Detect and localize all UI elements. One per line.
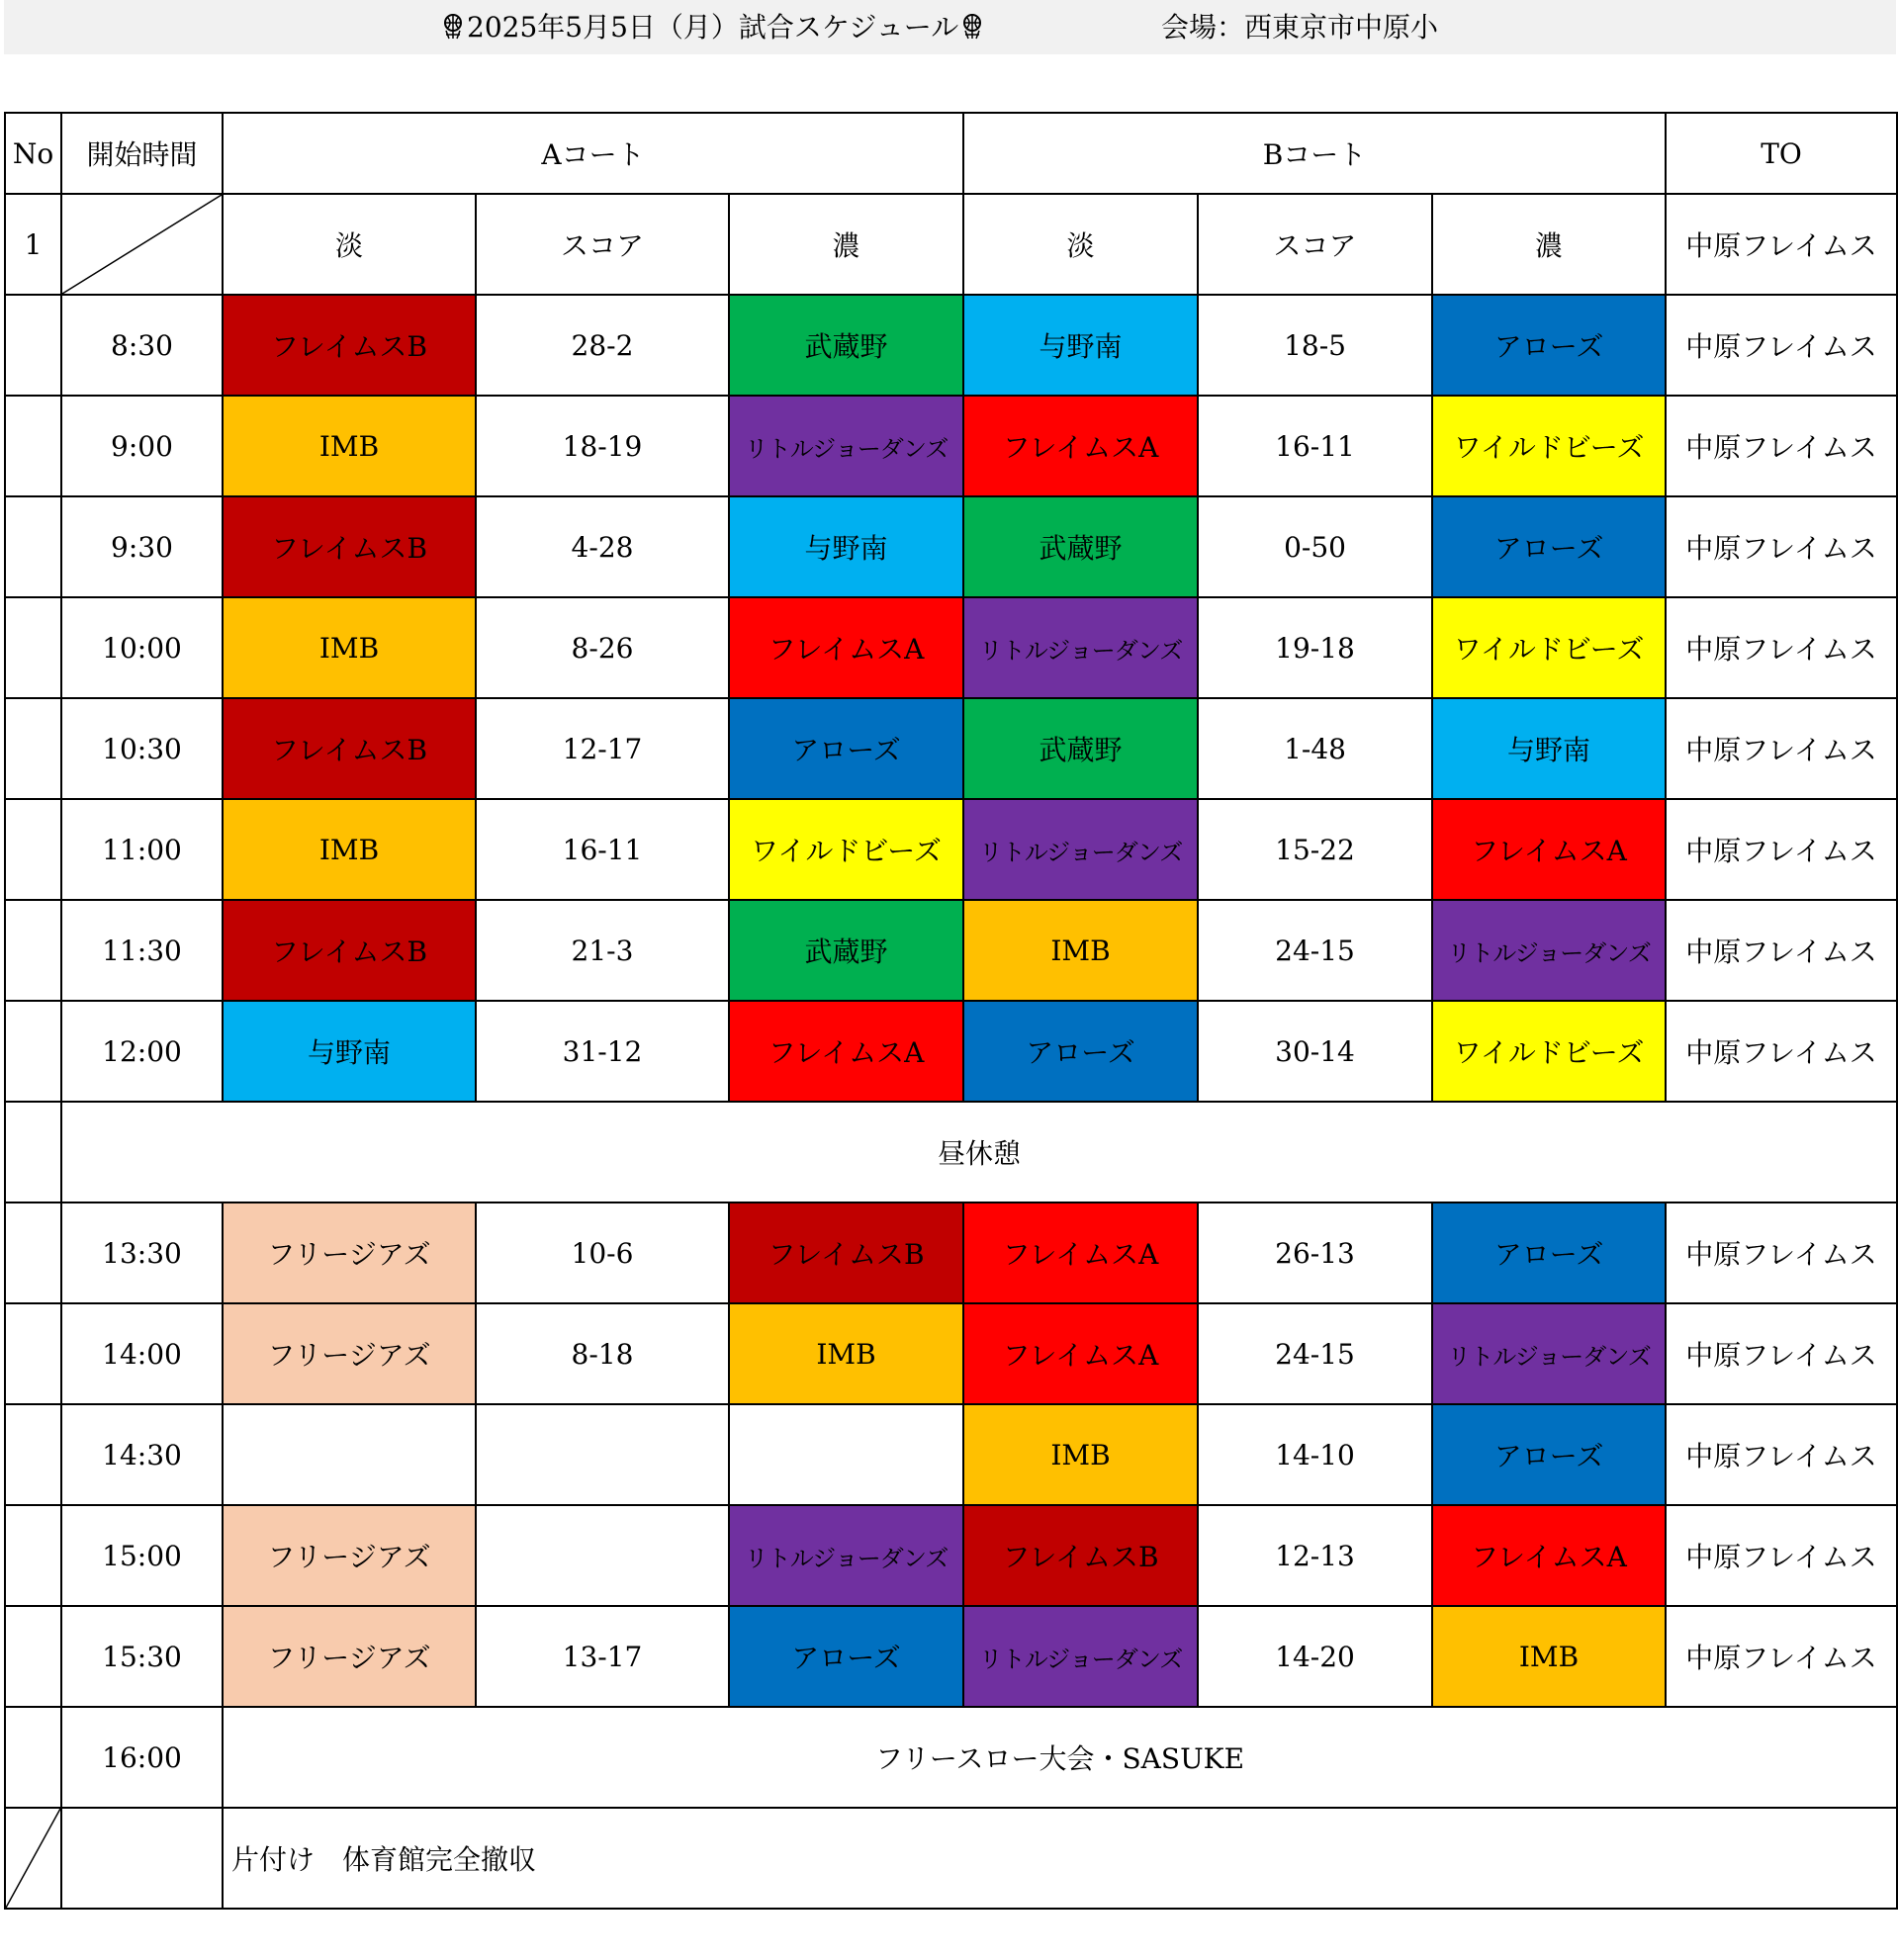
diagonal-cell (61, 194, 223, 295)
row-number (5, 1102, 61, 1203)
row-number (5, 1505, 61, 1606)
to-team: 中原フレイムス (1666, 1505, 1897, 1606)
diagonal-cell (5, 1808, 61, 1909)
court-b-score: 14-20 (1198, 1606, 1432, 1707)
court-b-light-team: 武蔵野 (963, 698, 1198, 799)
court-b-score: 15-22 (1198, 799, 1432, 900)
row-number (5, 1404, 61, 1505)
to-team: 中原フレイムス (1666, 1404, 1897, 1505)
court-b-light-team: リトルジョーダンズ (963, 799, 1198, 900)
court-a-score: 10-6 (476, 1203, 729, 1303)
court-a-score-header: スコア (476, 194, 729, 295)
event-time: 16:00 (61, 1707, 223, 1808)
event-row (5, 1707, 1897, 1808)
table-row (5, 698, 1897, 799)
court-b-score: 1-48 (1198, 698, 1432, 799)
court-b-dark-team: アローズ (1432, 1404, 1666, 1505)
court-a-header: Aコート (223, 113, 963, 194)
court-a-score: 4-28 (476, 496, 729, 597)
court-b-light-header: 淡 (963, 194, 1198, 295)
row-number (5, 698, 61, 799)
court-b-light-team: フレイムスB (963, 1505, 1198, 1606)
court-a-dark-team: フレイムスB (729, 1203, 963, 1303)
basketball-icon (960, 14, 984, 46)
court-a-score: 8-26 (476, 597, 729, 698)
basketball-icon (441, 14, 465, 46)
court-b-score: 24-15 (1198, 1303, 1432, 1404)
court-b-score: 18-5 (1198, 295, 1432, 396)
court-a-light-team: フリージアズ (223, 1606, 476, 1707)
row-number (5, 295, 61, 396)
court-b-score: 12-13 (1198, 1505, 1432, 1606)
court-a-light-team (223, 1404, 476, 1505)
court-b-light-team: IMB (963, 1404, 1198, 1505)
court-b-light-team: 武蔵野 (963, 496, 1198, 597)
court-a-dark-team: フレイムスA (729, 1001, 963, 1102)
court-b-dark-team: ワイルドビーズ (1432, 396, 1666, 496)
table-row (5, 1606, 1897, 1707)
title-bar (4, 0, 1896, 54)
to-team: 中原フレイムス (1666, 698, 1897, 799)
row-number (5, 1001, 61, 1102)
table-row (5, 396, 1897, 496)
court-b-light-team: 与野南 (963, 295, 1198, 396)
court-a-score: 28-2 (476, 295, 729, 396)
court-a-light-team: フレイムスB (223, 295, 476, 396)
row-number: 1 (5, 194, 61, 295)
court-a-dark-header: 濃 (729, 194, 963, 295)
court-b-score: 19-18 (1198, 597, 1432, 698)
start-time: 9:30 (61, 496, 223, 597)
to-team: 中原フレイムス (1666, 1203, 1897, 1303)
row-number (5, 1606, 61, 1707)
court-a-dark-team: リトルジョーダンズ (729, 396, 963, 496)
court-b-score-header: スコア (1198, 194, 1432, 295)
court-b-light-team: リトルジョーダンズ (963, 597, 1198, 698)
court-b-score: 14-10 (1198, 1404, 1432, 1505)
court-b-dark-team: リトルジョーダンズ (1432, 1303, 1666, 1404)
court-b-score: 16-11 (1198, 396, 1432, 496)
row-number (5, 396, 61, 496)
to-team: 中原フレイムス (1666, 799, 1897, 900)
start-time: 9:00 (61, 396, 223, 496)
court-a-light-team: 与野南 (223, 1001, 476, 1102)
court-b-score: 0-50 (1198, 496, 1432, 597)
court-b-score: 24-15 (1198, 900, 1432, 1001)
court-a-dark-team: フレイムスA (729, 597, 963, 698)
start-time: 10:30 (61, 698, 223, 799)
start-time: 10:00 (61, 597, 223, 698)
venue-label: 会場：西東京市中原小 (1161, 11, 1439, 44)
court-b-header: Bコート (963, 113, 1666, 194)
to-team: 中原フレイムス (1666, 900, 1897, 1001)
court-a-light-team: フリージアズ (223, 1303, 476, 1404)
court-a-score: 21-3 (476, 900, 729, 1001)
court-a-score (476, 1505, 729, 1606)
court-a-light-team: フレイムスB (223, 900, 476, 1001)
court-b-dark-team: ワイルドビーズ (1432, 597, 1666, 698)
cleanup-row (5, 1808, 1897, 1909)
schedule-title: 2025年5月5日（月）試合スケジュール (439, 6, 986, 46)
court-a-dark-team: アローズ (729, 698, 963, 799)
start-time: 14:30 (61, 1404, 223, 1505)
row-number (5, 1303, 61, 1404)
court-b-light-team: アローズ (963, 1001, 1198, 1102)
start-time: 14:00 (61, 1303, 223, 1404)
to-team: 中原フレイムス (1666, 295, 1897, 396)
court-a-score: 8-18 (476, 1303, 729, 1404)
court-b-light-team: フレイムスA (963, 1203, 1198, 1303)
court-a-dark-team (729, 1404, 963, 1505)
court-b-light-team: フレイムスA (963, 396, 1198, 496)
court-a-score: 31-12 (476, 1001, 729, 1102)
table-row (5, 496, 1897, 597)
court-b-dark-team: フレイムスA (1432, 1505, 1666, 1606)
table-row (5, 799, 1897, 900)
row-number (5, 799, 61, 900)
to-team: 中原フレイムス (1666, 194, 1897, 295)
court-b-light-team: IMB (963, 900, 1198, 1001)
court-b-dark-team: IMB (1432, 1606, 1666, 1707)
start-time: 13:30 (61, 1203, 223, 1303)
court-b-score: 26-13 (1198, 1203, 1432, 1303)
table-row (5, 900, 1897, 1001)
court-a-light-team: フレイムスB (223, 496, 476, 597)
row-number (5, 1203, 61, 1303)
start-time: 15:00 (61, 1505, 223, 1606)
to-team: 中原フレイムス (1666, 597, 1897, 698)
court-a-score (476, 1404, 729, 1505)
court-b-light-team: リトルジョーダンズ (963, 1606, 1198, 1707)
court-b-dark-team: リトルジョーダンズ (1432, 900, 1666, 1001)
start-time: 11:30 (61, 900, 223, 1001)
court-a-dark-team: 武蔵野 (729, 295, 963, 396)
col-no-header: No (5, 113, 61, 194)
to-team: 中原フレイムス (1666, 1606, 1897, 1707)
court-a-dark-team: 武蔵野 (729, 900, 963, 1001)
court-a-light-team: IMB (223, 396, 476, 496)
court-b-light-team: フレイムスA (963, 1303, 1198, 1404)
start-time: 15:30 (61, 1606, 223, 1707)
to-team: 中原フレイムス (1666, 496, 1897, 597)
table-row (5, 295, 1897, 396)
court-a-dark-team: アローズ (729, 1606, 963, 1707)
cleanup-note: 片付け 体育館完全撤収 (223, 1808, 1897, 1909)
table-row (5, 1203, 1897, 1303)
schedule-table (4, 112, 1898, 1910)
court-a-light-team: IMB (223, 597, 476, 698)
lunch-row (5, 1102, 1897, 1203)
court-b-dark-team: 与野南 (1432, 698, 1666, 799)
col-to-header: TO (1666, 113, 1897, 194)
court-b-dark-team: フレイムスA (1432, 799, 1666, 900)
to-team: 中原フレイムス (1666, 1001, 1897, 1102)
court-a-light-team: フリージアズ (223, 1505, 476, 1606)
row-number (5, 496, 61, 597)
court-a-dark-team: 与野南 (729, 496, 963, 597)
event-label: フリースロー大会・SASUKE (223, 1707, 1897, 1808)
court-b-dark-header: 濃 (1432, 194, 1666, 295)
table-row (5, 597, 1897, 698)
start-time: 8:30 (61, 295, 223, 396)
court-a-light-team: IMB (223, 799, 476, 900)
court-a-light-team: フレイムスB (223, 698, 476, 799)
to-team: 中原フレイムス (1666, 396, 1897, 496)
table-row (5, 1505, 1897, 1606)
table-row (5, 1001, 1897, 1102)
row-number (5, 900, 61, 1001)
court-b-dark-team: ワイルドビーズ (1432, 1001, 1666, 1102)
court-b-dark-team: アローズ (1432, 496, 1666, 597)
court-b-dark-team: アローズ (1432, 295, 1666, 396)
court-a-score: 16-11 (476, 799, 729, 900)
lunch-break: 昼休憩 (61, 1102, 1897, 1203)
court-a-light-header: 淡 (223, 194, 476, 295)
col-start-header: 開始時間 (61, 113, 223, 194)
court-a-score: 12-17 (476, 698, 729, 799)
table-row (5, 1404, 1897, 1505)
table-row (5, 1303, 1897, 1404)
start-time: 11:00 (61, 799, 223, 900)
court-a-score: 13-17 (476, 1606, 729, 1707)
court-a-score: 18-19 (476, 396, 729, 496)
start-time: 12:00 (61, 1001, 223, 1102)
court-a-dark-team: ワイルドビーズ (729, 799, 963, 900)
court-a-light-team: フリージアズ (223, 1203, 476, 1303)
empty-cell (61, 1808, 223, 1909)
row-number (5, 597, 61, 698)
to-team: 中原フレイムス (1666, 1303, 1897, 1404)
court-b-dark-team: アローズ (1432, 1203, 1666, 1303)
court-a-dark-team: IMB (729, 1303, 963, 1404)
court-a-dark-team: リトルジョーダンズ (729, 1505, 963, 1606)
row-number (5, 1707, 61, 1808)
court-b-score: 30-14 (1198, 1001, 1432, 1102)
